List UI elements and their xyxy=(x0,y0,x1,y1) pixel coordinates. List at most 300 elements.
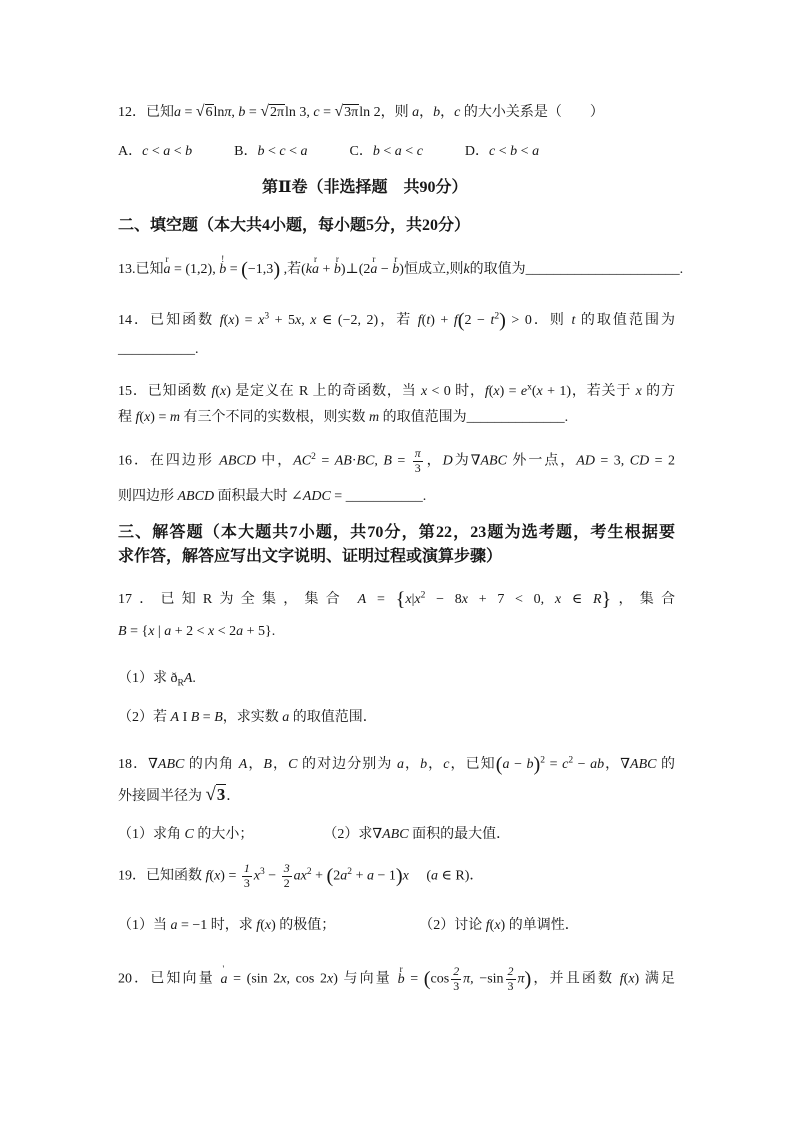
math-variable: c xyxy=(443,757,450,772)
text-run: < xyxy=(285,144,301,159)
text-run: ) 与向量 xyxy=(333,971,398,987)
text-run: = xyxy=(404,971,424,987)
math-variable: R xyxy=(592,592,602,607)
text-run: ln xyxy=(213,105,225,120)
math-variable: AD xyxy=(576,453,595,469)
fraction-numerator: 3 xyxy=(283,861,290,875)
math-variable: b xyxy=(185,144,193,159)
math-variable: c xyxy=(489,144,496,159)
superscript: 2 xyxy=(540,755,546,766)
text-run: + 1)，若关于 xyxy=(542,384,636,399)
math-variable: c xyxy=(454,105,461,120)
math-variable: b xyxy=(526,757,534,772)
math-variable: a xyxy=(412,105,420,120)
text-run: ) 的极值； （2）讨论 xyxy=(271,918,486,933)
radical xyxy=(196,104,214,120)
text-run: 为∇ xyxy=(452,453,481,469)
answer-section-heading-line-2 xyxy=(118,546,502,568)
text-run: ln 2，则 xyxy=(359,105,413,120)
math-variable: f xyxy=(619,971,624,987)
math-variable: x xyxy=(628,971,635,987)
text-run: | xyxy=(411,592,415,607)
math-variable: x xyxy=(414,592,421,607)
radical-sign: √ xyxy=(260,103,269,120)
math-variable: x xyxy=(220,384,227,399)
math-variable: x xyxy=(461,592,468,607)
fraction-numerator: 1 xyxy=(243,861,250,875)
text-run: 15．已知函数 xyxy=(118,384,212,399)
text-run: ，∇ xyxy=(604,757,631,772)
math-variable: A xyxy=(170,710,180,725)
question-16-line-2 xyxy=(118,487,426,507)
fraction xyxy=(242,863,252,890)
math-variable: π xyxy=(463,971,471,987)
math-variable: a xyxy=(431,868,439,884)
math-variable: f xyxy=(256,918,261,933)
math-variable: ab xyxy=(590,757,605,772)
superscript: 3 xyxy=(264,311,270,322)
text-run: 14．已知函数 xyxy=(118,313,220,328)
question-15-line-2 xyxy=(118,408,568,428)
text-run: ，求实数 xyxy=(222,710,283,725)
text-run: ， xyxy=(247,757,264,772)
math-variable: ADC xyxy=(302,489,331,504)
text-run: ， xyxy=(427,757,444,772)
text-run: = 3, xyxy=(594,453,630,469)
text-run: I xyxy=(179,710,191,725)
text-run: A． xyxy=(118,144,143,159)
text-run: 2 xyxy=(333,868,341,884)
math-variable: B xyxy=(214,710,223,725)
text-run: = (sin 2 xyxy=(227,971,281,987)
vector-accent: r xyxy=(313,254,317,265)
text-run: B． xyxy=(192,144,258,159)
vector-letter: a xyxy=(220,971,228,987)
math-variable: ABC xyxy=(480,453,507,469)
text-run: = 2 xyxy=(649,453,676,469)
vector-letter: b xyxy=(392,262,400,277)
text-run: 的 xyxy=(656,757,676,772)
text-run: = xyxy=(545,757,563,772)
vector xyxy=(220,963,228,990)
text-run: , cos 2 xyxy=(286,971,327,987)
text-run: 求作答，解答应写出文字说明、证明过程或演算步骤） xyxy=(118,548,503,565)
math-variable: a xyxy=(366,868,374,884)
math-variable: ABC xyxy=(630,757,657,772)
math-variable: A xyxy=(238,757,248,772)
vector-accent: ! xyxy=(221,254,225,265)
large-delimiter: ( xyxy=(423,968,431,991)
question-19-stem xyxy=(118,863,483,890)
question-17-line-2 xyxy=(118,622,275,642)
math-variable: k xyxy=(463,262,470,277)
math-variable: x xyxy=(536,384,543,399)
vector xyxy=(333,254,341,280)
math-variable: b xyxy=(238,105,246,120)
math-variable: f xyxy=(453,313,458,328)
text-run: = xyxy=(199,710,215,725)
text-run: ln 3, xyxy=(285,105,314,120)
question-14-line-1 xyxy=(118,311,675,331)
text-run: ( xyxy=(209,868,215,884)
large-delimiter: ) xyxy=(524,968,532,991)
math-variable: ABCD xyxy=(177,489,215,504)
fraction xyxy=(413,448,423,475)
text-run: , xyxy=(374,453,384,469)
math-variable: a xyxy=(236,624,244,639)
math-variable: A xyxy=(183,671,193,686)
vector-letter: b xyxy=(333,262,341,277)
text-run: = xyxy=(181,105,196,120)
math-variable: t xyxy=(490,313,495,328)
text-run: , xyxy=(301,313,311,328)
fraction xyxy=(506,966,516,993)
text-run: = xyxy=(330,489,346,504)
math-variable: f xyxy=(135,410,140,425)
question-17-line-1 xyxy=(118,590,675,610)
answer-section-heading-line-1 xyxy=(118,522,675,544)
math-variable: B xyxy=(383,453,392,469)
text-run: 的内角 xyxy=(184,757,239,772)
text-run: < xyxy=(401,144,417,159)
text-run: · xyxy=(351,453,357,469)
text-run: ( xyxy=(531,384,537,399)
question-16-line-1 xyxy=(118,448,675,475)
text-run: ∈ R)． xyxy=(438,868,484,884)
text-run: ) 的单调性． xyxy=(500,918,579,933)
text-run: < 2 xyxy=(214,624,237,639)
question-18-parts xyxy=(118,825,510,845)
math-variable: ABC xyxy=(382,827,409,842)
math-variable: a xyxy=(170,918,178,933)
text-run: ) 满足 xyxy=(634,971,675,987)
question-18-line-1 xyxy=(118,755,675,775)
superscript: 2 xyxy=(420,590,426,601)
math-variable: x xyxy=(402,868,409,884)
vector-accent: r xyxy=(394,254,398,265)
math-variable: C xyxy=(288,757,298,772)
text-run: ， xyxy=(424,453,443,469)
math-variable: b xyxy=(420,757,428,772)
fraction-numerator: π xyxy=(414,446,421,460)
vector xyxy=(397,963,405,990)
math-variable: m xyxy=(368,410,380,425)
superscript: 2 xyxy=(568,755,574,766)
radicand: 6 xyxy=(205,105,213,120)
question-17-part-1 xyxy=(118,669,196,689)
text-run: = −1 时，求 xyxy=(177,918,257,933)
text-run: ( xyxy=(408,868,432,884)
text-run: < xyxy=(379,144,395,159)
text-run: − 1 xyxy=(373,868,396,884)
text-run: ，集合 xyxy=(611,592,675,607)
large-delimiter: ( xyxy=(495,753,503,776)
large-delimiter: ) xyxy=(533,753,541,776)
text-run: 19．已知函数 xyxy=(118,868,206,884)
fill-in-section-heading xyxy=(118,215,470,237)
math-variable: x xyxy=(253,868,261,884)
text-run: )恒成立,则 xyxy=(399,262,464,277)
radicand: 2π xyxy=(269,105,285,120)
text-run: + xyxy=(318,262,334,277)
question-12-options xyxy=(118,142,539,162)
fraction xyxy=(282,863,292,890)
math-variable: ABCD xyxy=(219,453,256,469)
radical xyxy=(335,104,360,120)
text-run: 17．已知R为全集，集合 xyxy=(118,592,358,607)
large-delimiter: ( xyxy=(326,865,334,888)
text-run: < xyxy=(170,144,186,159)
text-run: 12．已知 xyxy=(118,105,174,120)
question-20-line-1 xyxy=(118,963,675,993)
math-variable: x xyxy=(148,624,155,639)
text-run: 外接圆半径为 xyxy=(118,789,206,804)
math-variable: a xyxy=(300,144,308,159)
text-run: 18．∇ xyxy=(118,757,158,772)
text-run: , xyxy=(231,105,239,120)
superscript: 2 xyxy=(311,451,316,462)
text-run: 的大小； （2）求∇ xyxy=(193,827,383,842)
math-variable: a xyxy=(174,105,181,120)
text-run: = xyxy=(366,592,396,607)
text-run: ( xyxy=(623,971,629,987)
fraction-denominator: 3 xyxy=(453,978,460,993)
text-run: + 5}. xyxy=(243,624,276,639)
text-run: 20．已知向量 xyxy=(118,971,221,987)
math-variable: f xyxy=(484,384,489,399)
text-run: 面积的最大值． xyxy=(408,827,511,842)
math-variable: x xyxy=(326,971,334,987)
math-variable: x xyxy=(264,918,272,933)
math-variable: ax xyxy=(293,868,307,884)
question-17-part-2 xyxy=(118,708,377,728)
math-variable: x xyxy=(493,384,500,399)
text-run: ( xyxy=(421,313,427,328)
fraction-denominator: 3 xyxy=(243,875,250,890)
text-run: ___________. xyxy=(118,342,199,357)
radical-sign: √ xyxy=(334,103,344,120)
text-run: ． xyxy=(226,789,241,804)
large-delimiter: { xyxy=(395,588,406,611)
text-run: ( xyxy=(215,384,221,399)
math-variable: a xyxy=(502,757,510,772)
text-run: ð xyxy=(170,671,178,686)
vector-letter: a xyxy=(370,262,378,277)
text-run: ， xyxy=(403,757,421,772)
vector-accent: r xyxy=(399,963,403,974)
text-run: ，已知 xyxy=(449,757,496,772)
question-12-stem xyxy=(118,103,604,123)
math-variable: a xyxy=(164,624,172,639)
text-run: 2 − xyxy=(464,313,491,328)
vector xyxy=(163,254,171,280)
math-variable: x xyxy=(214,868,221,884)
math-variable: π xyxy=(224,105,232,120)
text-run: 的取值范围为 xyxy=(379,410,467,425)
superscript: x xyxy=(527,382,532,393)
large-delimiter: ) xyxy=(273,258,281,281)
math-variable: b xyxy=(372,144,380,159)
math-variable: B xyxy=(118,624,127,639)
math-variable: f xyxy=(417,313,422,328)
math-variable: B xyxy=(190,710,200,725)
math-variable: x xyxy=(144,410,151,425)
fraction-denominator: 3 xyxy=(414,460,421,475)
radicand: 3π xyxy=(344,105,359,120)
text-run: ∈ (−2, 2)，若 xyxy=(316,313,418,328)
text-run: − xyxy=(573,757,591,772)
math-variable: x xyxy=(228,313,235,328)
text-run: 面积最大时 ∠ xyxy=(214,489,303,504)
text-run: （1）求角 xyxy=(118,827,185,842)
math-variable: c xyxy=(279,144,286,159)
large-delimiter: } xyxy=(601,588,612,611)
text-run: − xyxy=(377,262,393,277)
radical-sign: √ xyxy=(205,784,216,805)
text-run: . xyxy=(192,671,196,686)
superscript: 3 xyxy=(260,866,265,877)
math-variable: c xyxy=(416,144,423,159)
math-variable: f xyxy=(205,868,210,884)
superscript: 2 xyxy=(347,866,353,877)
text-run: ， xyxy=(419,105,434,120)
large-delimiter: ( xyxy=(241,258,248,281)
text-run: ) 是定义在 R 上的奇函数，当 xyxy=(226,384,421,399)
math-variable: b xyxy=(257,144,265,159)
text-run: − 8 xyxy=(425,592,462,607)
math-variable: f xyxy=(211,384,216,399)
math-variable: x xyxy=(280,971,287,987)
text-run: （1）当 xyxy=(118,918,171,933)
text-run: ∈ xyxy=(561,592,593,607)
text-run: 的取值范围为 xyxy=(575,313,676,328)
math-variable: a xyxy=(532,144,540,159)
fraction-numerator: 2 xyxy=(453,964,460,978)
question-18-line-2 xyxy=(118,786,240,807)
text-run: = { xyxy=(126,624,149,639)
text-run: ) = xyxy=(234,313,259,328)
text-run: − xyxy=(264,868,280,884)
math-variable: a xyxy=(396,757,404,772)
superscript: 2 xyxy=(494,311,500,322)
large-delimiter: ) xyxy=(499,309,506,332)
large-delimiter: ( xyxy=(457,309,465,332)
text-run: ( xyxy=(260,918,265,933)
math-variable: x xyxy=(420,384,428,399)
text-run: C． xyxy=(307,144,373,159)
text-run: )⊥(2 xyxy=(340,262,371,277)
text-run: > 0．则 xyxy=(505,313,572,328)
vector-letter: a xyxy=(311,262,319,277)
vector-letter: b xyxy=(219,262,227,277)
text-run: ， xyxy=(440,105,455,120)
text-run: < xyxy=(264,144,280,159)
text-run: ) = xyxy=(150,410,170,425)
text-run: ( xyxy=(223,313,229,328)
math-variable: b xyxy=(510,144,518,159)
fraction xyxy=(451,966,461,993)
text-run: ______________________. xyxy=(525,262,684,277)
text-run: 的对边分别为 xyxy=(297,757,397,772)
text-run: ，并且函数 xyxy=(531,971,620,987)
text-run: 中， xyxy=(255,453,294,469)
math-variable: AB xyxy=(334,453,352,469)
math-variable: x xyxy=(494,918,501,933)
question-14-line-2 xyxy=(118,340,199,360)
text-run: = xyxy=(226,262,242,277)
math-variable: CD xyxy=(629,453,650,469)
math-variable: ABC xyxy=(157,757,185,772)
text-run: + 2 < xyxy=(171,624,209,639)
fraction-numerator: 2 xyxy=(507,964,514,978)
text-run: ___________. xyxy=(345,489,427,504)
part-ii-title xyxy=(262,177,468,199)
vector xyxy=(219,254,227,280)
text-run: < 0 时， xyxy=(427,384,485,399)
radicand: 3 xyxy=(216,785,226,804)
text-run: < xyxy=(495,144,511,159)
text-run: = xyxy=(245,105,261,120)
math-variable: x xyxy=(554,592,562,607)
math-variable: BC xyxy=(356,453,375,469)
math-variable: AC xyxy=(293,453,312,469)
text-run: + xyxy=(352,868,367,884)
vector xyxy=(370,254,378,280)
vector xyxy=(392,254,400,280)
text-run: ( xyxy=(139,410,145,425)
math-variable: a xyxy=(163,144,171,159)
math-variable: e xyxy=(520,384,528,399)
text-run: （1）求 xyxy=(118,671,171,686)
math-variable: a xyxy=(282,710,290,725)
text-run: 的取值为 xyxy=(469,262,526,277)
radical xyxy=(206,786,227,805)
text-run: 的大小关系是（ ） xyxy=(460,105,604,120)
text-run: + xyxy=(311,868,327,884)
vector-letter: b xyxy=(397,971,405,987)
text-run: cos xyxy=(430,971,450,987)
text-run: ) = xyxy=(220,868,240,884)
math-variable: x xyxy=(258,313,265,328)
question-13 xyxy=(118,254,684,281)
text-run: ( xyxy=(488,384,494,399)
text-run: ， xyxy=(271,757,289,772)
math-variable: m xyxy=(169,410,180,425)
math-variable: c xyxy=(562,757,569,772)
text-run: 三、解答题（本大题共7小题，共70分，第22，23题为选考题，考生根据要 xyxy=(118,524,675,541)
math-variable: t xyxy=(426,313,431,328)
superscript: 2 xyxy=(306,866,312,877)
fraction-denominator: 2 xyxy=(283,875,290,890)
text-run: + 7 < 0, xyxy=(467,592,555,607)
text-run: 的方 xyxy=(641,384,676,399)
text-run: （2）若 xyxy=(118,710,171,725)
math-variable: t xyxy=(571,313,576,328)
math-variable: f xyxy=(219,313,224,328)
text-run: 有三个不同的实数根，则实数 xyxy=(179,410,369,425)
text-run: , −sin xyxy=(470,971,504,987)
math-variable: x xyxy=(405,592,412,607)
vector xyxy=(311,254,319,280)
math-variable: x xyxy=(295,313,302,328)
text-run: 二、填空题（本大共4小题，每小题5分，共20分） xyxy=(118,217,471,234)
radical xyxy=(260,104,285,120)
math-variable: b xyxy=(433,105,441,120)
text-run: 则四边形 xyxy=(118,489,178,504)
text-run: = (1,2), xyxy=(170,262,220,277)
text-run: ( xyxy=(489,918,495,933)
math-variable: c xyxy=(313,105,320,120)
